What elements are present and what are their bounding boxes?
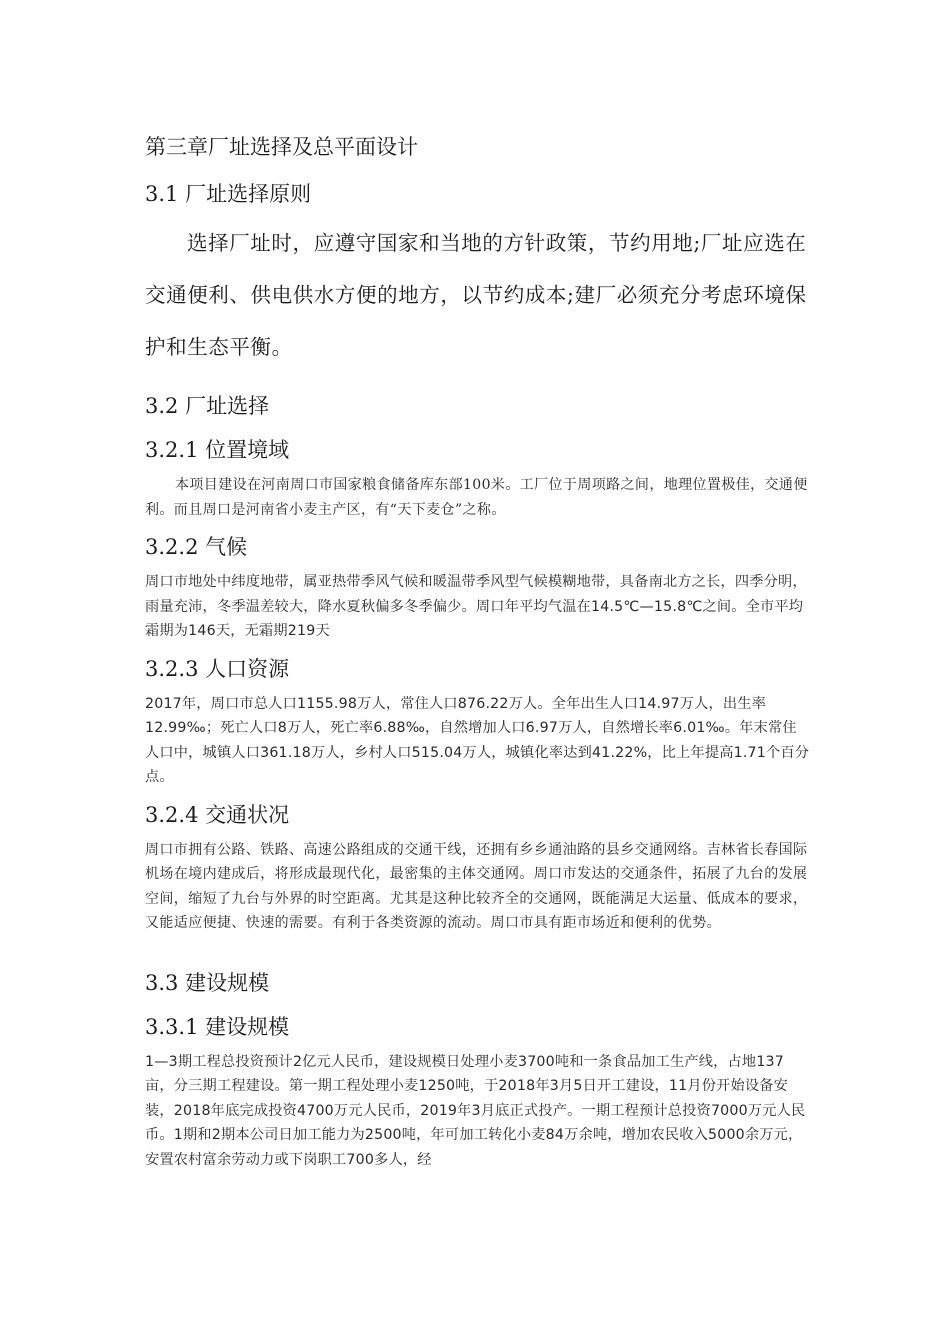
section-3-2-3-text: 2017年，周口市总人口1155.98万人，常住人口876.22万人。全年出生人口14.97万人，出生率12.99‰；死亡人口8万人，死亡率6.88‰，自然增加人口6.97万人，自然增长率6.01‰。年末常住人口中，城镇人口361.18万人，乡村人口515.04万人，城镇化率达到41.22%，比上年提高1.71个百分点。 xyxy=(145,695,810,785)
section-3-2-2-heading: 3.2.2 气候 xyxy=(145,535,248,559)
section-3-2-4-text: 周口市拥有公路、铁路、高速公路组成的交通干线，还拥有乡乡通油路的县乡交通网络。吉林省长春国际机场在境内建成后，将形成最现代化，最密集的主体交通网。周口市发达的交通条件，拓展了九台的发展空间，缩短了九台与外界的时空距离。尤其是这种比较齐全的交通网，既能满足大运量、低成本的要求，又能适应便捷、快速的需要。有利于各类资源的流动。周口市具有距市场近和便利的优势。 xyxy=(145,841,808,931)
section-3-3-1-heading: 3.3.1 建设规模 xyxy=(145,1014,290,1039)
section-3-2-1-text: 本项目建设在河南周口市国家粮食储备库东部100米。工厂位于周项路之间，地理位置极佳，交通便利。而且周口是河南省小麦主产区，有“天下麦仓”之称。 xyxy=(145,477,808,518)
section-3-2-heading: 3.2 厂址选择 xyxy=(145,394,270,418)
document-page xyxy=(145,132,810,1182)
section-3-2-2-text: 周口市地处中纬度地带，属亚热带季风气候和暖温带季风型气候模糊地带，具备南北方之长，四季分明，雨量充沛，冬季温差较大，降水夏秋偏多冬季偏少。周口年平均气温在14.5℃—15.8℃之间。全市平均霜期为146天，无霜期219天 xyxy=(145,574,807,639)
chapter-title: 第三章厂址选择及总平面设计 xyxy=(145,135,418,159)
section-3-2-1-heading: 3.2.1 位置境域 xyxy=(145,438,290,462)
spacer xyxy=(145,946,810,968)
section-3-2-3-heading: 3.2.3 人口资源 xyxy=(145,656,290,681)
section-3-3-heading: 3.3 建设规模 xyxy=(145,970,270,995)
section-3-2-4-heading: 3.2.4 交通状况 xyxy=(145,802,290,827)
section-3-1-heading: 3.1 厂址选择原则 xyxy=(145,182,312,206)
section-3-1-text: 选择厂址时，应遵守国家和当地的方针政策，节约用地;厂址应选在交通便利、供电供水方便的地方，以节约成本;建厂必须充分考虑环境保护和生态平衡。 xyxy=(145,231,807,359)
section-3-3-1-text: 1—3期工程总投资预计2亿元人民币，建设规模日处理小麦3700吨和一条食品加工生产线，占地137亩，分三期工程建设。第一期工程处理小麦1250吨，于2018年3月5日开工建设，11月份开始设备安装，2018年底完成投资4700万元人民币，2019年3月底正式投产。一期工程预计总投资7000万元人民币。1期和2期本公司日加工能力为2500吨，年可加工转化小麦84万余吨，增加农民收入5000余万元，安置农村富余劳动力或下岗职工700多人，经 xyxy=(145,1053,806,1168)
